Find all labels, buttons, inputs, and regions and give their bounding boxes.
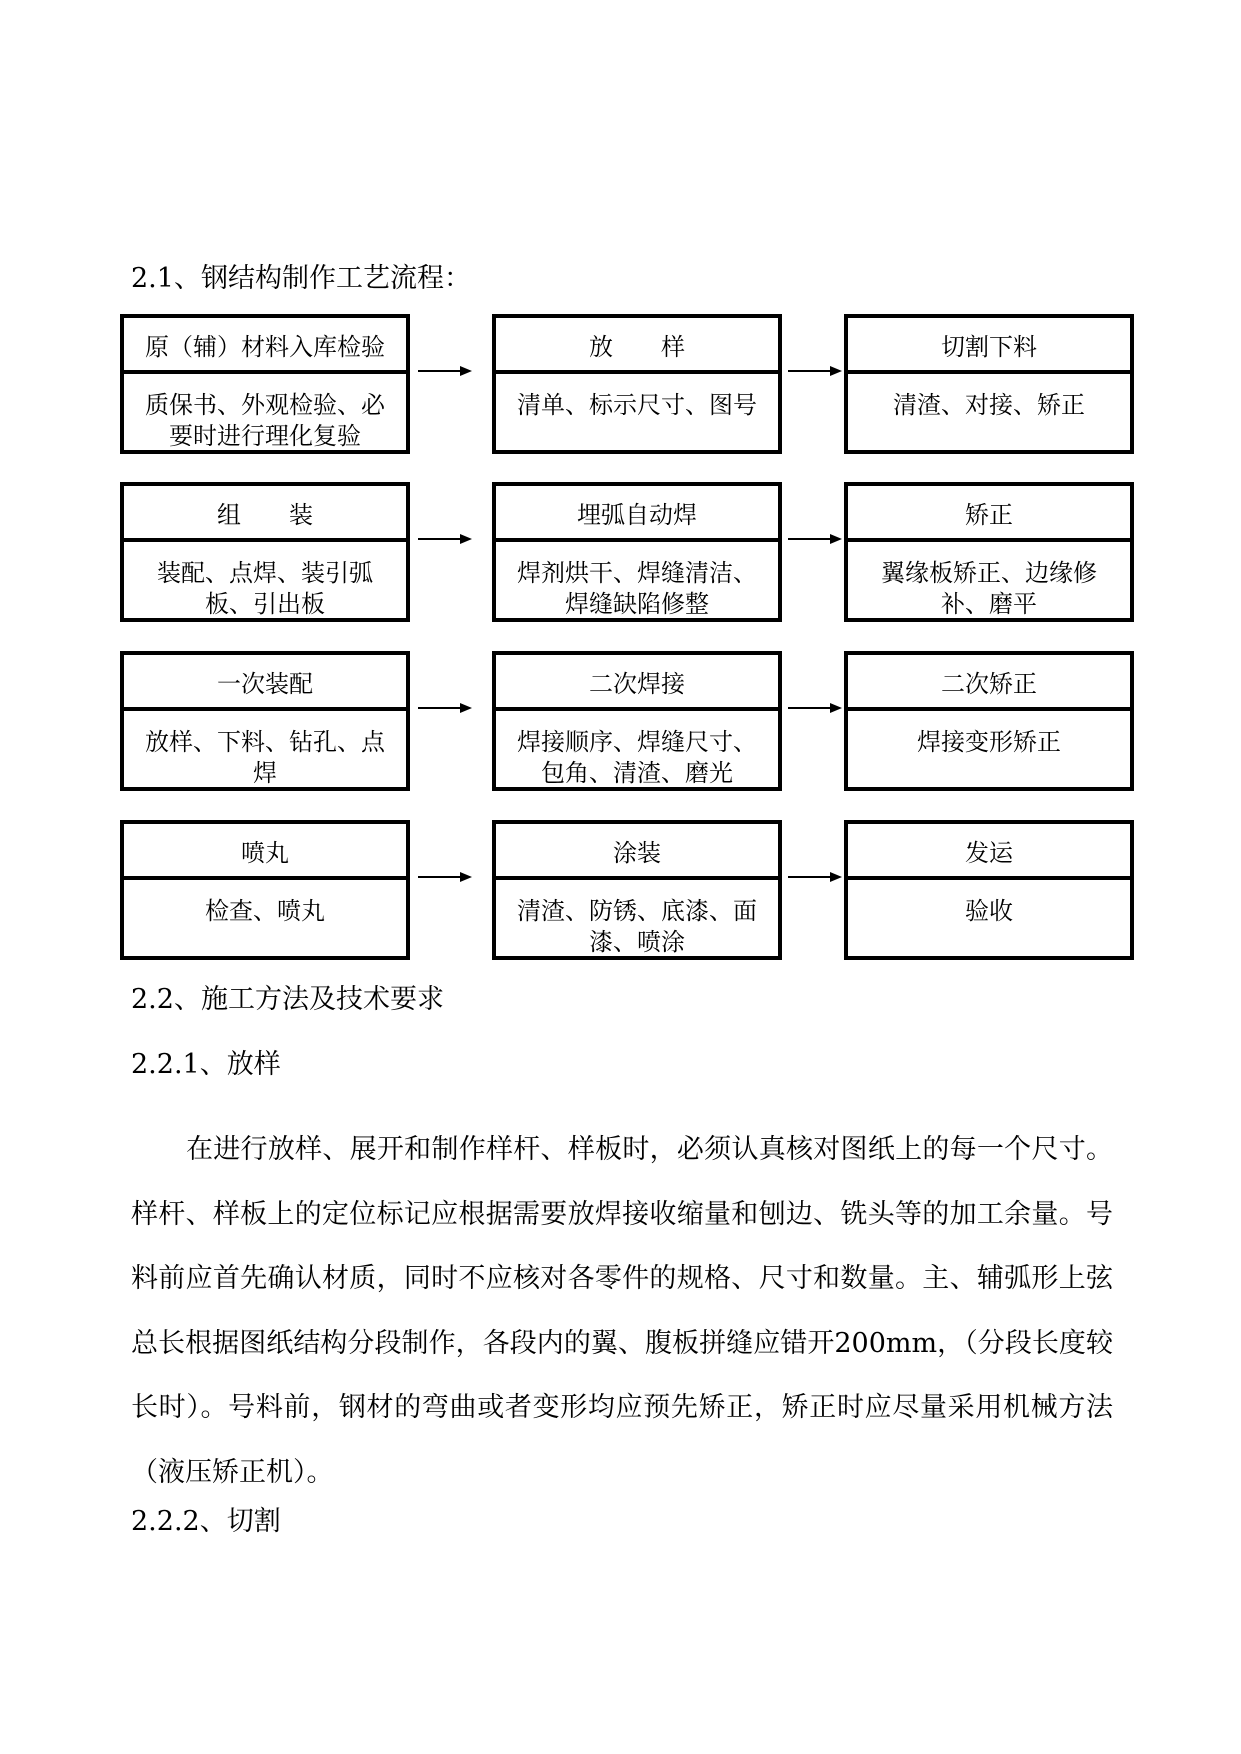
flow-box-detail: 装配、点焊、装引弧板、引出板 (157, 559, 373, 618)
flow-box-detail: 验收 (965, 897, 1013, 925)
arrow-right-icon (788, 364, 842, 378)
flow-box-title: 矫正 (848, 486, 1130, 542)
flow-box-title: 埋弧自动焊 (496, 486, 778, 542)
flow-box-shot-blasting (120, 820, 410, 960)
flow-box-detail: 清单、标示尺寸、图号 (517, 391, 757, 419)
flow-box-title: 组 装 (124, 486, 406, 542)
flow-box-layout (492, 314, 782, 454)
section-2-1-heading: 2.1、钢结构制作工艺流程： (131, 263, 471, 294)
arrow-right-icon (418, 870, 472, 884)
flow-box-title: 放 样 (496, 318, 778, 374)
section-2-2-heading: 2.2、施工方法及技术要求 (131, 984, 444, 1015)
flow-box-cutting (844, 314, 1134, 454)
flow-box-material-inspection (120, 314, 410, 454)
flow-box-title: 发运 (848, 824, 1130, 880)
flow-box-title: 切割下料 (848, 318, 1130, 374)
flow-box-second-welding (492, 651, 782, 791)
flow-box-assembly (120, 482, 410, 622)
flow-box-title: 一次装配 (124, 655, 406, 711)
flow-box-title: 二次焊接 (496, 655, 778, 711)
flow-box-detail: 焊剂烘干、焊缝清洁、焊缝缺陷修整 (517, 559, 757, 618)
layout-paragraph: 在进行放样、展开和制作样杆、样板时，必须认真核对图纸上的每一个尺寸。样杆、样板上的定位标记应根据需要放焊接收缩量和刨边、铣头等的加工余量。号料前应首先确认材质，同时不应核对各零件的规格、尺寸和数量。主、辅弧形上弦总长根据图纸结构分段制作，各段内的翼、腹板拼缝应错开200mm，（分段长度较长时）。号料前，钢材的弯曲或者变形均应预先矫正，矫正时应尽量采用机械方法（液压矫正机）。 (131, 1134, 1113, 1488)
flow-box-detail: 检查、喷丸 (205, 897, 325, 925)
flow-box-submerged-arc-welding (492, 482, 782, 622)
flow-box-detail: 放样、下料、钻孔、点焊 (145, 728, 385, 787)
flow-box-title: 喷丸 (124, 824, 406, 880)
arrow-right-icon (788, 701, 842, 715)
arrow-right-icon (418, 532, 472, 546)
arrow-right-icon (418, 701, 472, 715)
flow-box-title: 涂装 (496, 824, 778, 880)
flow-box-detail: 质保书、外观检验、必要时进行理化复验 (145, 391, 385, 450)
flow-box-detail: 焊接变形矫正 (917, 728, 1061, 756)
flow-box-first-assembly (120, 651, 410, 791)
flow-box-detail: 清渣、对接、矫正 (893, 391, 1085, 419)
flow-box-shipping (844, 820, 1134, 960)
arrow-right-icon (788, 870, 842, 884)
flow-box-straightening (844, 482, 1134, 622)
flow-box-title: 原（辅）材料入库检验 (124, 318, 406, 374)
flow-box-detail: 焊接顺序、焊缝尺寸、包角、清渣、磨光 (517, 728, 757, 787)
arrow-right-icon (788, 532, 842, 546)
flow-box-second-straightening (844, 651, 1134, 791)
flow-box-detail: 翼缘板矫正、边缘修补、磨平 (881, 559, 1097, 618)
flow-box-coating (492, 820, 782, 960)
flow-box-detail: 清渣、防锈、底漆、面漆、喷涂 (517, 897, 757, 956)
section-2-2-1-heading: 2.2.1、放样 (131, 1049, 281, 1080)
flow-box-title: 二次矫正 (848, 655, 1130, 711)
section-2-2-2-heading: 2.2.2、切割 (131, 1506, 281, 1537)
arrow-right-icon (418, 364, 472, 378)
